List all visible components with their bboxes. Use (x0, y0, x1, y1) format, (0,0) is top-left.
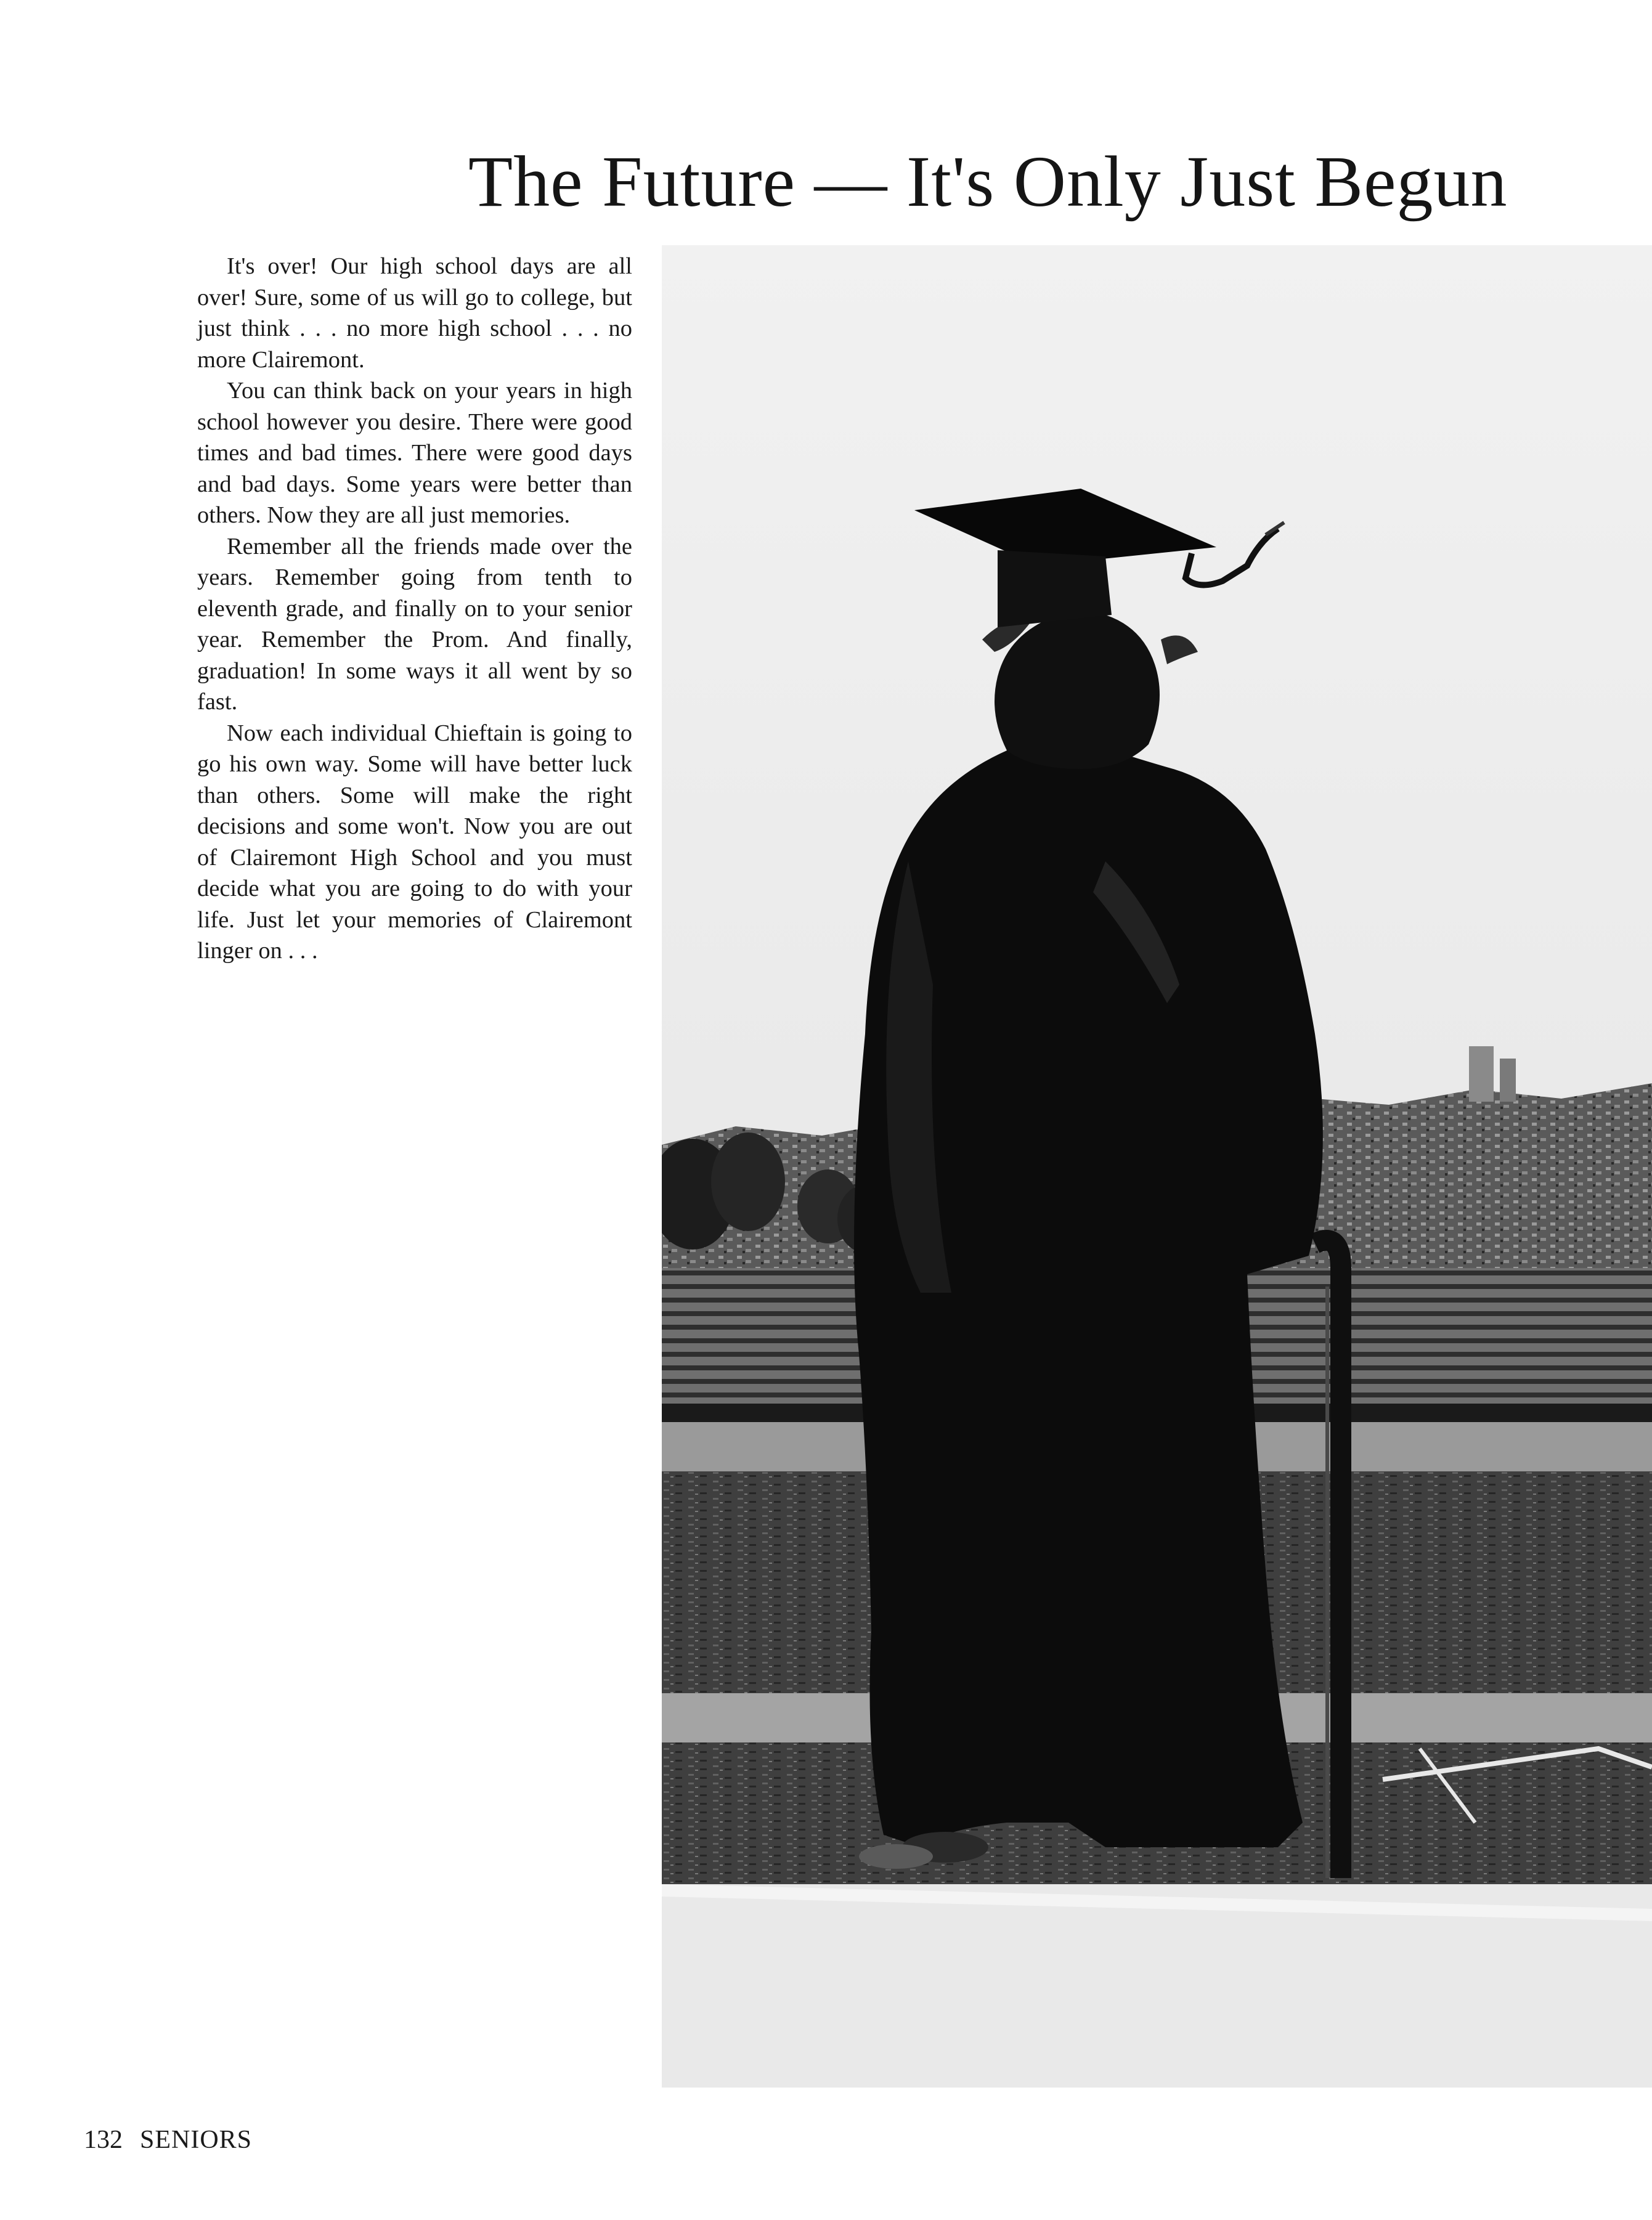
page-number: 132 (84, 2126, 123, 2154)
article-paragraph: Now each individual Chieftain is going to go his own way. Some will have better luck than others. Some will make the right decisions and some won't. Now you are out of Clairemont High School and you must decide what you are going to do with your life. Just let your memories of Clairemont linger on . . . (197, 720, 632, 964)
article-paragraph: Remember all the friends made over the years. Remember going from tenth to eleventh grade, and finally on to your senior year. Remember the Prom. And finally, graduation! In some ways it all went by so fast. (197, 533, 632, 715)
section-name: SENIORS (140, 2126, 253, 2154)
page-title: The Future — It's Only Just Begun (468, 141, 1508, 222)
graduate-photo (662, 245, 1652, 2088)
article-paragraph: You can think back on your years in high school however you desire. There were good times and bad times. There were good days and bad days. Some years were better than others. Now they are all just memories. (197, 378, 632, 528)
article-paragraph: It's over! Our high school days are all over! Sure, some of us will go to college, but just think . . . no more high school . . . no more Clairemont. (197, 253, 632, 373)
article-body (197, 251, 632, 967)
page-footer (84, 2121, 252, 2158)
